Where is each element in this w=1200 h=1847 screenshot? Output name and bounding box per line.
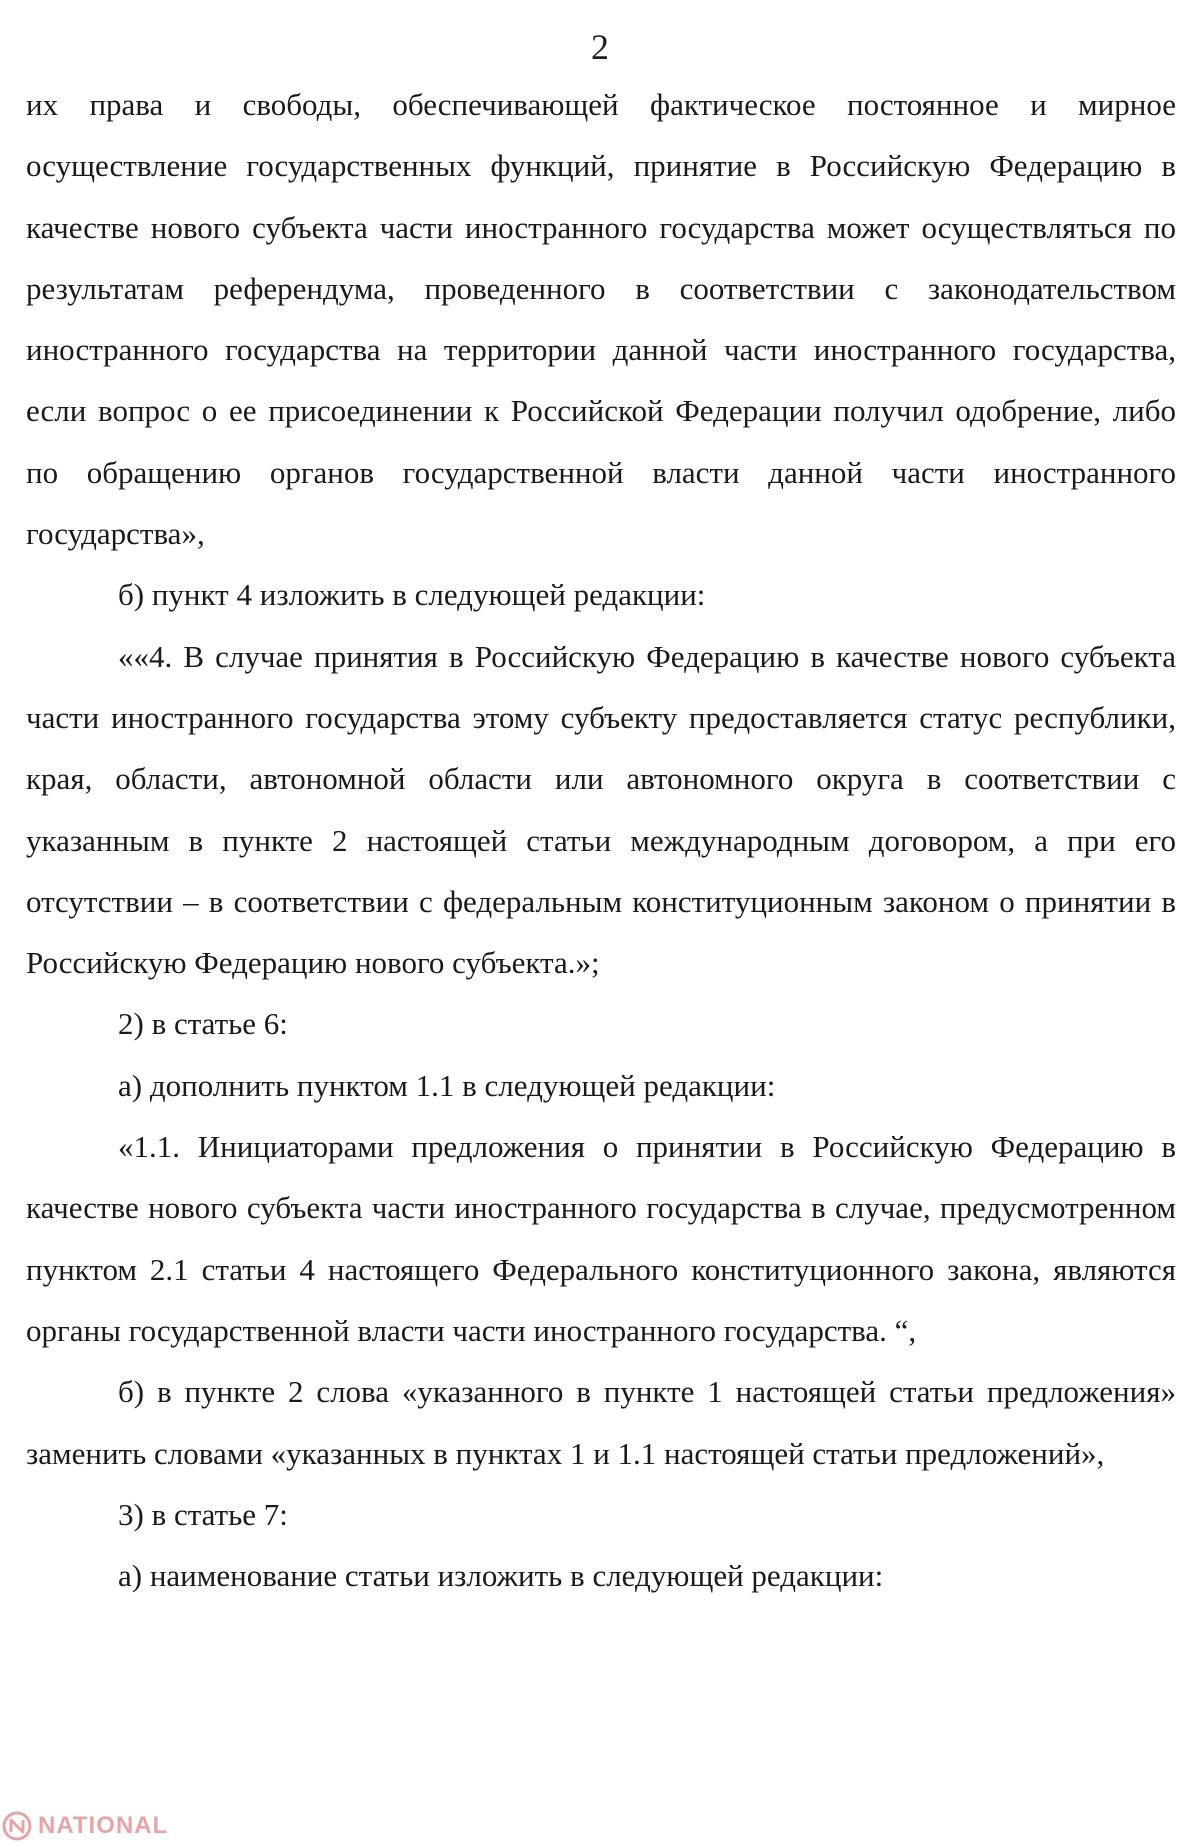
watermark-text: NATIONAL (38, 1812, 169, 1839)
paragraph: б) в пункте 2 слова «указанного в пункте 1 настоящей статьи предложения» заменить словами «указанных в пунктах 1 и 1.1 настоящей статьи предложений», (26, 1374, 1176, 1471)
paragraph: «1.1. Инициаторами предложения о принятии в Российскую Федерацию в качестве нового субъекта части иностранного государства в случае, предусмотренном пунктом 2.1 статьи 4 настоящего Федерального конституционного закона, являются органы государственной власти части иностранного государства. “, (26, 1129, 1176, 1348)
paragraph: 2) в статье 6: (118, 1006, 288, 1042)
paragraph: их права и свободы, обеспечивающей фактическое постоянное и мирное осуществление государственных функций, принятие в Российскую Федерацию в качестве нового субъекта части иностранного государства может осуществляться по результатам референдума, проведенного в соответствии с законодательством иностранного государства на территории данной части иностранного государства, если вопрос о ее присоединении к Российской Федерации получил одобрение, либо по обращению органов государственной власти данной части иностранного государства», (26, 87, 1176, 552)
watermark (2, 1806, 168, 1846)
paragraph: а) дополнить пунктом 1.1 в следующей редакции: (118, 1067, 776, 1103)
document-body (26, 74, 1176, 1606)
paragraph: б) пункт 4 изложить в следующей редакции: (118, 577, 706, 613)
page-number: 2 (591, 27, 609, 67)
national-logo-icon (2, 1811, 32, 1841)
paragraph: а) наименование статьи изложить в следующей редакции: (118, 1558, 884, 1594)
paragraph: ««4. В случае принятия в Российскую Федерацию в качестве нового субъекта части иностранного государства этому субъекту предоставляется статус республики, края, области, автономной области или автономного округа в соответствии с указанным в пункте 2 настоящей статьи международным договором, а при его отсутствии – в соответствии с федеральным конституционным законом о принятии в Российскую Федерацию нового субъекта.»; (26, 638, 1176, 981)
paragraph: 3) в статье 7: (118, 1496, 288, 1532)
